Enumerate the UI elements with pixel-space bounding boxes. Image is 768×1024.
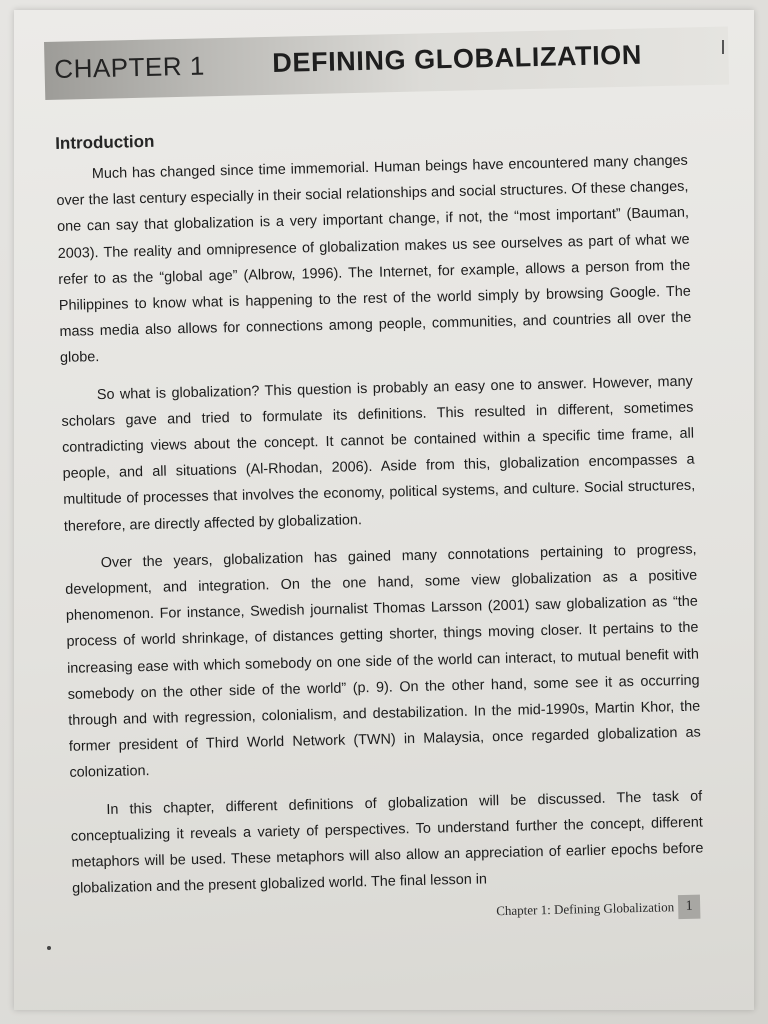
chapter-label: CHAPTER 1	[54, 50, 206, 84]
body-paragraph-4: In this chapter, different definitions of globalization will be discussed. The task of conceptualizing it reveals a variety of perspectives. To understand further the concept, different metaphors will be used. These metaphors will also allow an appreciation of earlier epochs before globalization and the present globalized world. The final lesson in	[70, 788, 704, 898]
body-paragraph-2: So what is globalization? This question is probably an easy one to answer. However, many scholars gave and tried to formulate its definitions. This resulted in different, sometimes contradicting views about the concept. It cannot be contained within a specific time frame, all people, and all situations (Al-Rhodan, 2006). Aside from this, globalization encompasses a multitude of processes that involves the economy, political systems, and culture. Social structures, therefore, are directly affected by globalization.	[61, 373, 696, 535]
chapter-body	[55, 120, 705, 914]
section-heading: Introduction	[55, 131, 155, 153]
running-footer-title: Chapter 1: Defining Globalization	[496, 899, 675, 919]
page-number: 1	[678, 895, 701, 919]
page-edge-mark	[722, 40, 724, 54]
scan-speck	[47, 946, 51, 950]
body-paragraph-1: Much has changed since time immemorial. Human beings have encountered many changes over the last century especially in their social relationships and social structures. Of these changes, one can say that globalization is a very important change, if not, the “most important” (Bauman, 2003). The reality and omnipresence of globalization makes us see ourselves as part of what we refer to as the “global age” (Albrow, 1996). The Internet, for example, allows a person from the Philippines to know what is happening to the rest of the world simply by browsing Google. The mass media also allows for connections among people, communities, and countries all over the globe.	[56, 152, 692, 367]
body-paragraph-3: Over the years, globalization has gained many connotations pertaining to progress, development, and integration. On the one hand, some view globalization as a positive phenomenon. For instance, Swedish journalist Thomas Larsson (2001) saw globalization as “the process of world shrinkage, of distances getting shorter, things moving closer. It pertains to the increasing ease with which somebody on one side of the world can interact, to mutual benefit with somebody on the other side of the world” (p. 9). On the other hand, some see it as occurring through and with regression, colonialism, and destabilization. In the mid-1990s, Martin Khor, the former president of Third World Network (TWN) in Malaysia, once regarded globalization as colonization.	[65, 541, 701, 782]
chapter-title: DEFINING GLOBALIZATION	[272, 39, 643, 78]
